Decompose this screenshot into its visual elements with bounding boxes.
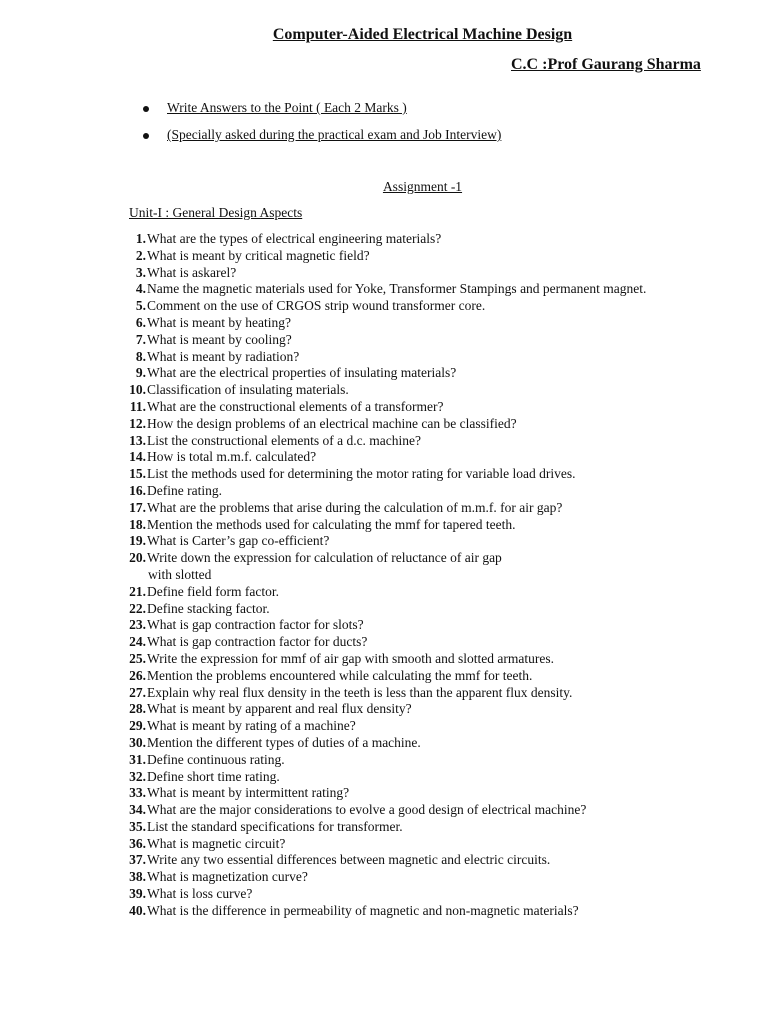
question-text: List the constructional elements of a d.c. machine? bbox=[147, 432, 422, 448]
question-number: 7. bbox=[135, 331, 146, 347]
question-item bbox=[110, 685, 646, 702]
question-text: How the design problems of an electrical machine can be classified? bbox=[147, 415, 517, 431]
question-item bbox=[110, 785, 646, 802]
question-number: 1. bbox=[135, 231, 146, 246]
question-text: Define continuous rating. bbox=[147, 751, 285, 767]
question-number: 40. bbox=[129, 902, 146, 918]
question-number: 33. bbox=[129, 785, 146, 801]
question-text: List the standard specifications for transformer. bbox=[147, 818, 403, 834]
question-text: Write down the expression for calculation of reluctance of air gap bbox=[147, 550, 502, 566]
question-number: 2. bbox=[135, 247, 146, 263]
question-item bbox=[110, 836, 646, 853]
question-item bbox=[110, 819, 646, 836]
question-text: What are the electrical properties of insulating materials? bbox=[147, 365, 457, 381]
question-item bbox=[110, 315, 646, 332]
question-text: What is meant by intermittent rating? bbox=[147, 785, 350, 801]
question-number: 34. bbox=[129, 802, 146, 818]
question-number: 21. bbox=[129, 583, 146, 599]
question-item bbox=[110, 701, 646, 718]
question-number: 27. bbox=[129, 684, 146, 700]
question-number: 4. bbox=[135, 281, 146, 297]
question-text: Write any two essential differences between magnetic and electric circuits. bbox=[147, 852, 551, 868]
question-number: 12. bbox=[129, 415, 146, 431]
question-item bbox=[110, 248, 646, 265]
question-number: 32. bbox=[129, 768, 146, 784]
question-text: What is gap contraction factor for slots? bbox=[147, 617, 364, 633]
question-number: 22. bbox=[129, 600, 146, 616]
question-number: 25. bbox=[129, 650, 146, 666]
question-item bbox=[110, 903, 646, 920]
question-number: 30. bbox=[129, 734, 146, 750]
question-number: 3. bbox=[135, 264, 146, 280]
course-coordinator: C.C :Prof Gaurang Sharma bbox=[511, 56, 701, 73]
bullet-icon bbox=[143, 133, 149, 139]
question-text: What is the difference in permeability of magnetic and non-magnetic materials? bbox=[147, 902, 579, 918]
question-number: 37. bbox=[129, 852, 146, 868]
question-item bbox=[110, 517, 646, 534]
question-text: What are the constructional elements of a transformer? bbox=[147, 398, 444, 414]
question-text: Comment on the use of CRGOS strip wound transformer core. bbox=[147, 298, 486, 314]
question-number: 19. bbox=[129, 533, 146, 549]
question-item bbox=[110, 852, 646, 869]
question-number: 18. bbox=[129, 516, 146, 532]
question-text: What is meant by apparent and real flux density? bbox=[147, 701, 412, 717]
question-number: 38. bbox=[129, 869, 146, 885]
question-number: 24. bbox=[129, 634, 146, 650]
question-item bbox=[110, 617, 646, 634]
question-text: What is meant by rating of a machine? bbox=[147, 718, 356, 734]
question-text: Name the magnetic materials used for Yoke, Transformer Stampings and permanent magnet. bbox=[147, 281, 647, 297]
question-number: 5. bbox=[135, 298, 146, 314]
question-item bbox=[110, 265, 646, 282]
question-number: 35. bbox=[129, 818, 146, 834]
question-text: What is magnetic circuit? bbox=[147, 835, 286, 851]
question-item bbox=[110, 466, 646, 483]
question-list bbox=[110, 231, 646, 920]
question-number: 20. bbox=[129, 550, 146, 566]
question-item bbox=[110, 332, 646, 349]
question-text: Mention the methods used for calculating the mmf for tapered teeth. bbox=[147, 516, 516, 532]
question-text: Define stacking factor. bbox=[147, 600, 270, 616]
question-item bbox=[110, 433, 646, 450]
question-number: 6. bbox=[135, 314, 146, 330]
question-text: What are the problems that arise during the calculation of m.m.f. for air gap? bbox=[147, 499, 563, 515]
question-number: 13. bbox=[129, 432, 146, 448]
question-text: What are the major considerations to evolve a good design of electrical machine? bbox=[147, 802, 587, 818]
question-text: What is meant by critical magnetic field? bbox=[147, 247, 370, 263]
question-item bbox=[110, 349, 646, 366]
question-text: Define rating. bbox=[147, 482, 222, 498]
question-item bbox=[110, 365, 646, 382]
question-item bbox=[110, 769, 646, 786]
question-number: 11. bbox=[129, 398, 146, 414]
bullet-icon bbox=[143, 106, 149, 112]
question-item bbox=[110, 668, 646, 685]
question-text: Write the expression for mmf of air gap with smooth and slotted armatures. bbox=[147, 650, 554, 666]
question-text: What is Carter’s gap co-efficient? bbox=[147, 533, 330, 549]
question-text: What is meant by cooling? bbox=[147, 331, 292, 347]
question-item bbox=[110, 886, 646, 903]
question-text: Mention the problems encountered while calculating the mmf for teeth. bbox=[147, 667, 533, 683]
question-item bbox=[110, 550, 646, 584]
assignment-heading: Assignment -1 bbox=[382, 179, 463, 194]
unit-heading: Unit-I : General Design Aspects bbox=[129, 205, 303, 220]
question-number: 14. bbox=[129, 449, 146, 465]
question-item bbox=[110, 869, 646, 886]
question-text: What is askarel? bbox=[147, 264, 237, 280]
question-text: What is loss curve? bbox=[147, 886, 253, 902]
question-item bbox=[110, 449, 646, 466]
question-text: Define short time rating. bbox=[147, 768, 280, 784]
question-item bbox=[110, 752, 646, 769]
question-number: 15. bbox=[129, 466, 146, 482]
question-item bbox=[110, 601, 646, 618]
question-item bbox=[110, 231, 646, 248]
question-item bbox=[110, 382, 646, 399]
question-item bbox=[110, 634, 646, 651]
question-text: List the methods used for determining the motor rating for variable load drives. bbox=[147, 466, 576, 482]
question-number: 9. bbox=[135, 365, 146, 381]
question-number: 10. bbox=[129, 382, 146, 398]
question-number: 36. bbox=[129, 835, 146, 851]
question-number: 17. bbox=[129, 499, 146, 515]
question-number: 39. bbox=[129, 886, 146, 902]
question-number: 26. bbox=[129, 667, 146, 683]
question-item bbox=[110, 416, 646, 433]
question-text: Classification of insulating materials. bbox=[147, 382, 349, 398]
question-item bbox=[110, 735, 646, 752]
question-number: 16. bbox=[129, 482, 146, 498]
question-item bbox=[110, 399, 646, 416]
question-text: What is meant by radiation? bbox=[147, 348, 300, 364]
instruction-note-text: (Specially asked during the practical exam and Job Interview) bbox=[167, 127, 502, 142]
question-text-continuation: with slotted bbox=[148, 566, 212, 582]
question-item bbox=[110, 281, 646, 298]
question-text: What is magnetization curve? bbox=[147, 869, 308, 885]
question-text: What is meant by heating? bbox=[147, 314, 291, 330]
question-item bbox=[110, 802, 646, 819]
question-number: 23. bbox=[129, 617, 146, 633]
question-item bbox=[110, 718, 646, 735]
question-text: Mention the different types of duties of a machine. bbox=[147, 734, 421, 750]
question-text: How is total m.m.f. calculated? bbox=[147, 449, 317, 465]
question-number: 8. bbox=[135, 348, 146, 364]
question-item bbox=[110, 533, 646, 550]
question-number: 28. bbox=[129, 701, 146, 717]
question-text: What is gap contraction factor for ducts? bbox=[147, 634, 368, 650]
question-number: 31. bbox=[129, 751, 146, 767]
instruction-note-text: Write Answers to the Point ( Each 2 Marks ) bbox=[167, 100, 407, 115]
question-text: What are the types of electrical engineering materials? bbox=[147, 231, 442, 246]
question-item bbox=[110, 584, 646, 601]
question-text: Explain why real flux density in the teeth is less than the apparent flux density. bbox=[147, 684, 573, 700]
question-number: 29. bbox=[129, 718, 146, 734]
question-item bbox=[110, 651, 646, 668]
document-title: Computer-Aided Electrical Machine Design bbox=[272, 26, 573, 43]
question-item bbox=[110, 298, 646, 315]
question-item bbox=[110, 483, 646, 500]
question-item bbox=[110, 500, 646, 517]
question-text: Define field form factor. bbox=[147, 583, 279, 599]
